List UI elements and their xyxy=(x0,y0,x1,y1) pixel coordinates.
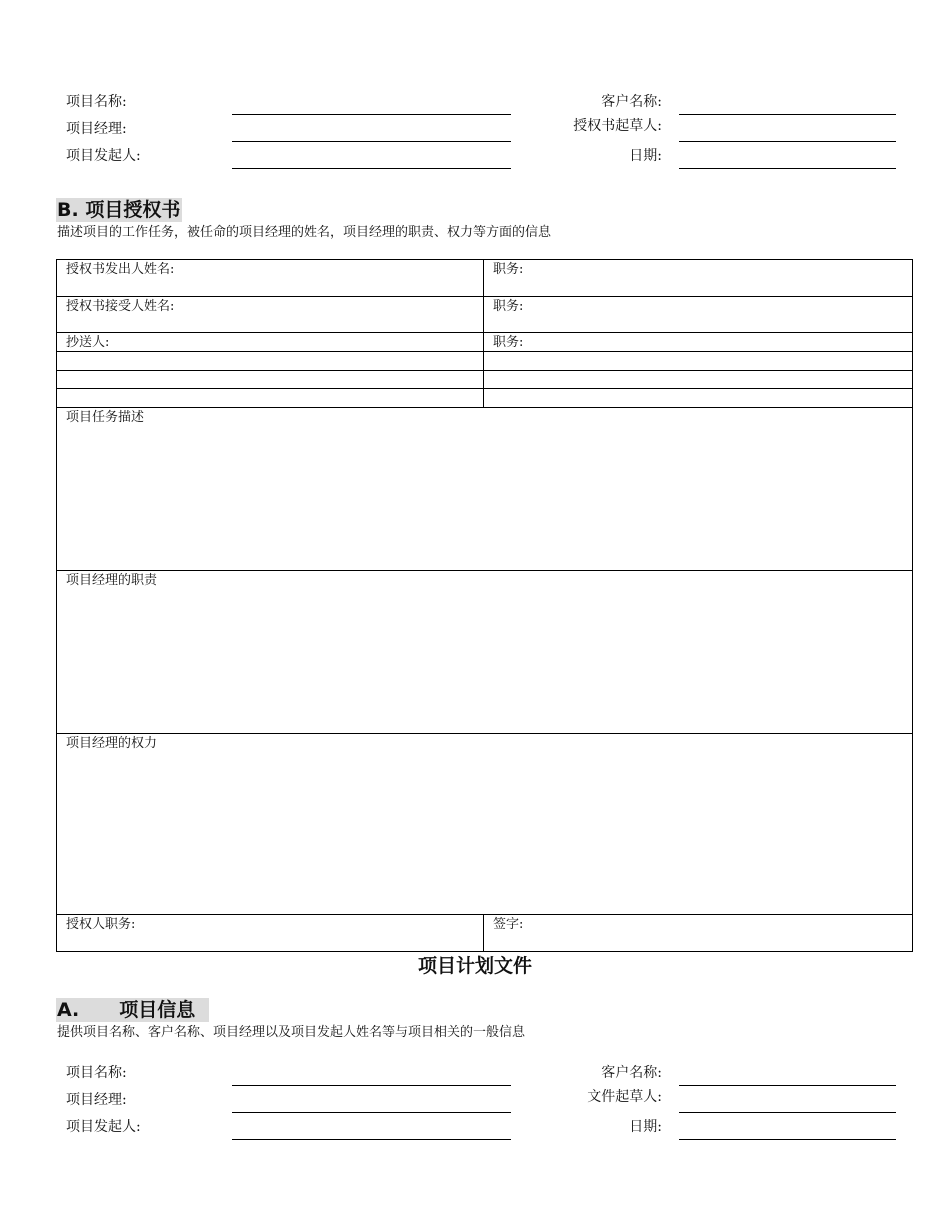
a-project-sponsor-field[interactable] xyxy=(232,1139,511,1140)
pm-duties-label: 项目经理的职责 xyxy=(66,573,158,588)
pm-duties-cell[interactable] xyxy=(57,571,913,734)
plan-document-title: 项目计划文件 xyxy=(417,955,532,977)
a-drafter-label: 文件起草人: xyxy=(587,1089,662,1105)
receiver-title-cell[interactable]: 职务: xyxy=(484,297,913,333)
a-project-manager-label: 项目经理: xyxy=(66,1092,127,1108)
signature-cell[interactable]: 签字: xyxy=(484,915,913,952)
a-date-label: 日期: xyxy=(629,1119,662,1135)
cc-row-blank-3[interactable] xyxy=(57,389,484,408)
client-name-field[interactable] xyxy=(679,114,896,115)
drafter-label: 授权书起草人: xyxy=(573,118,662,134)
issuer-name-cell[interactable]: 授权书发出人姓名: xyxy=(57,260,484,297)
cc-label-cell[interactable]: 抄送人: xyxy=(57,333,484,352)
section-a-title: 项目信息 xyxy=(119,999,196,1021)
cc-row-blank-2[interactable] xyxy=(57,371,484,389)
pm-authority-cell[interactable] xyxy=(57,734,913,915)
a-drafter-field[interactable] xyxy=(679,1112,896,1113)
cc-row-blank-2-title[interactable] xyxy=(484,371,913,389)
section-b-heading: B. 项目授权书 xyxy=(57,199,181,221)
cc-row-blank-1[interactable] xyxy=(57,352,484,371)
date-field[interactable] xyxy=(679,168,896,169)
a-date-field[interactable] xyxy=(679,1139,896,1140)
a-client-name-label: 客户名称: xyxy=(601,1065,662,1081)
project-manager-field[interactable] xyxy=(232,141,511,142)
task-description-cell[interactable] xyxy=(57,408,913,571)
cc-row-blank-3-title[interactable] xyxy=(484,389,913,408)
cc-row-blank-1-title[interactable] xyxy=(484,352,913,371)
a-project-manager-field[interactable] xyxy=(232,1112,511,1113)
drafter-field[interactable] xyxy=(679,141,896,142)
a-project-name-field[interactable] xyxy=(232,1085,511,1086)
a-project-name-label: 项目名称: xyxy=(66,1065,127,1081)
section-a-heading xyxy=(56,998,209,1022)
authorizer-title-cell[interactable]: 授权人职务: xyxy=(57,915,484,952)
issuer-title-cell[interactable]: 职务: xyxy=(484,260,913,297)
date-label: 日期: xyxy=(629,148,662,164)
section-a-prefix: A. xyxy=(57,999,80,1021)
receiver-name-cell[interactable]: 授权书接受人姓名: xyxy=(57,297,484,333)
pm-authority-label: 项目经理的权力 xyxy=(66,736,158,751)
client-name-label: 客户名称: xyxy=(601,94,662,110)
authorization-table xyxy=(56,259,913,952)
a-client-name-field[interactable] xyxy=(679,1085,896,1086)
project-name-field[interactable] xyxy=(232,114,511,115)
section-b-description: 描述项目的工作任务，被任命的项目经理的姓名，项目经理的职责、权力等方面的信息 xyxy=(57,225,552,240)
project-manager-label: 项目经理: xyxy=(66,121,127,137)
task-description-label: 项目任务描述 xyxy=(66,410,145,425)
project-name-label: 项目名称: xyxy=(66,94,127,110)
project-sponsor-label: 项目发起人: xyxy=(66,148,141,164)
cc-title-cell[interactable]: 职务: xyxy=(484,333,913,352)
section-a-description: 提供项目名称、客户名称、项目经理以及项目发起人姓名等与项目相关的一般信息 xyxy=(57,1025,526,1040)
a-project-sponsor-label: 项目发起人: xyxy=(66,1119,141,1135)
project-sponsor-field[interactable] xyxy=(232,168,511,169)
